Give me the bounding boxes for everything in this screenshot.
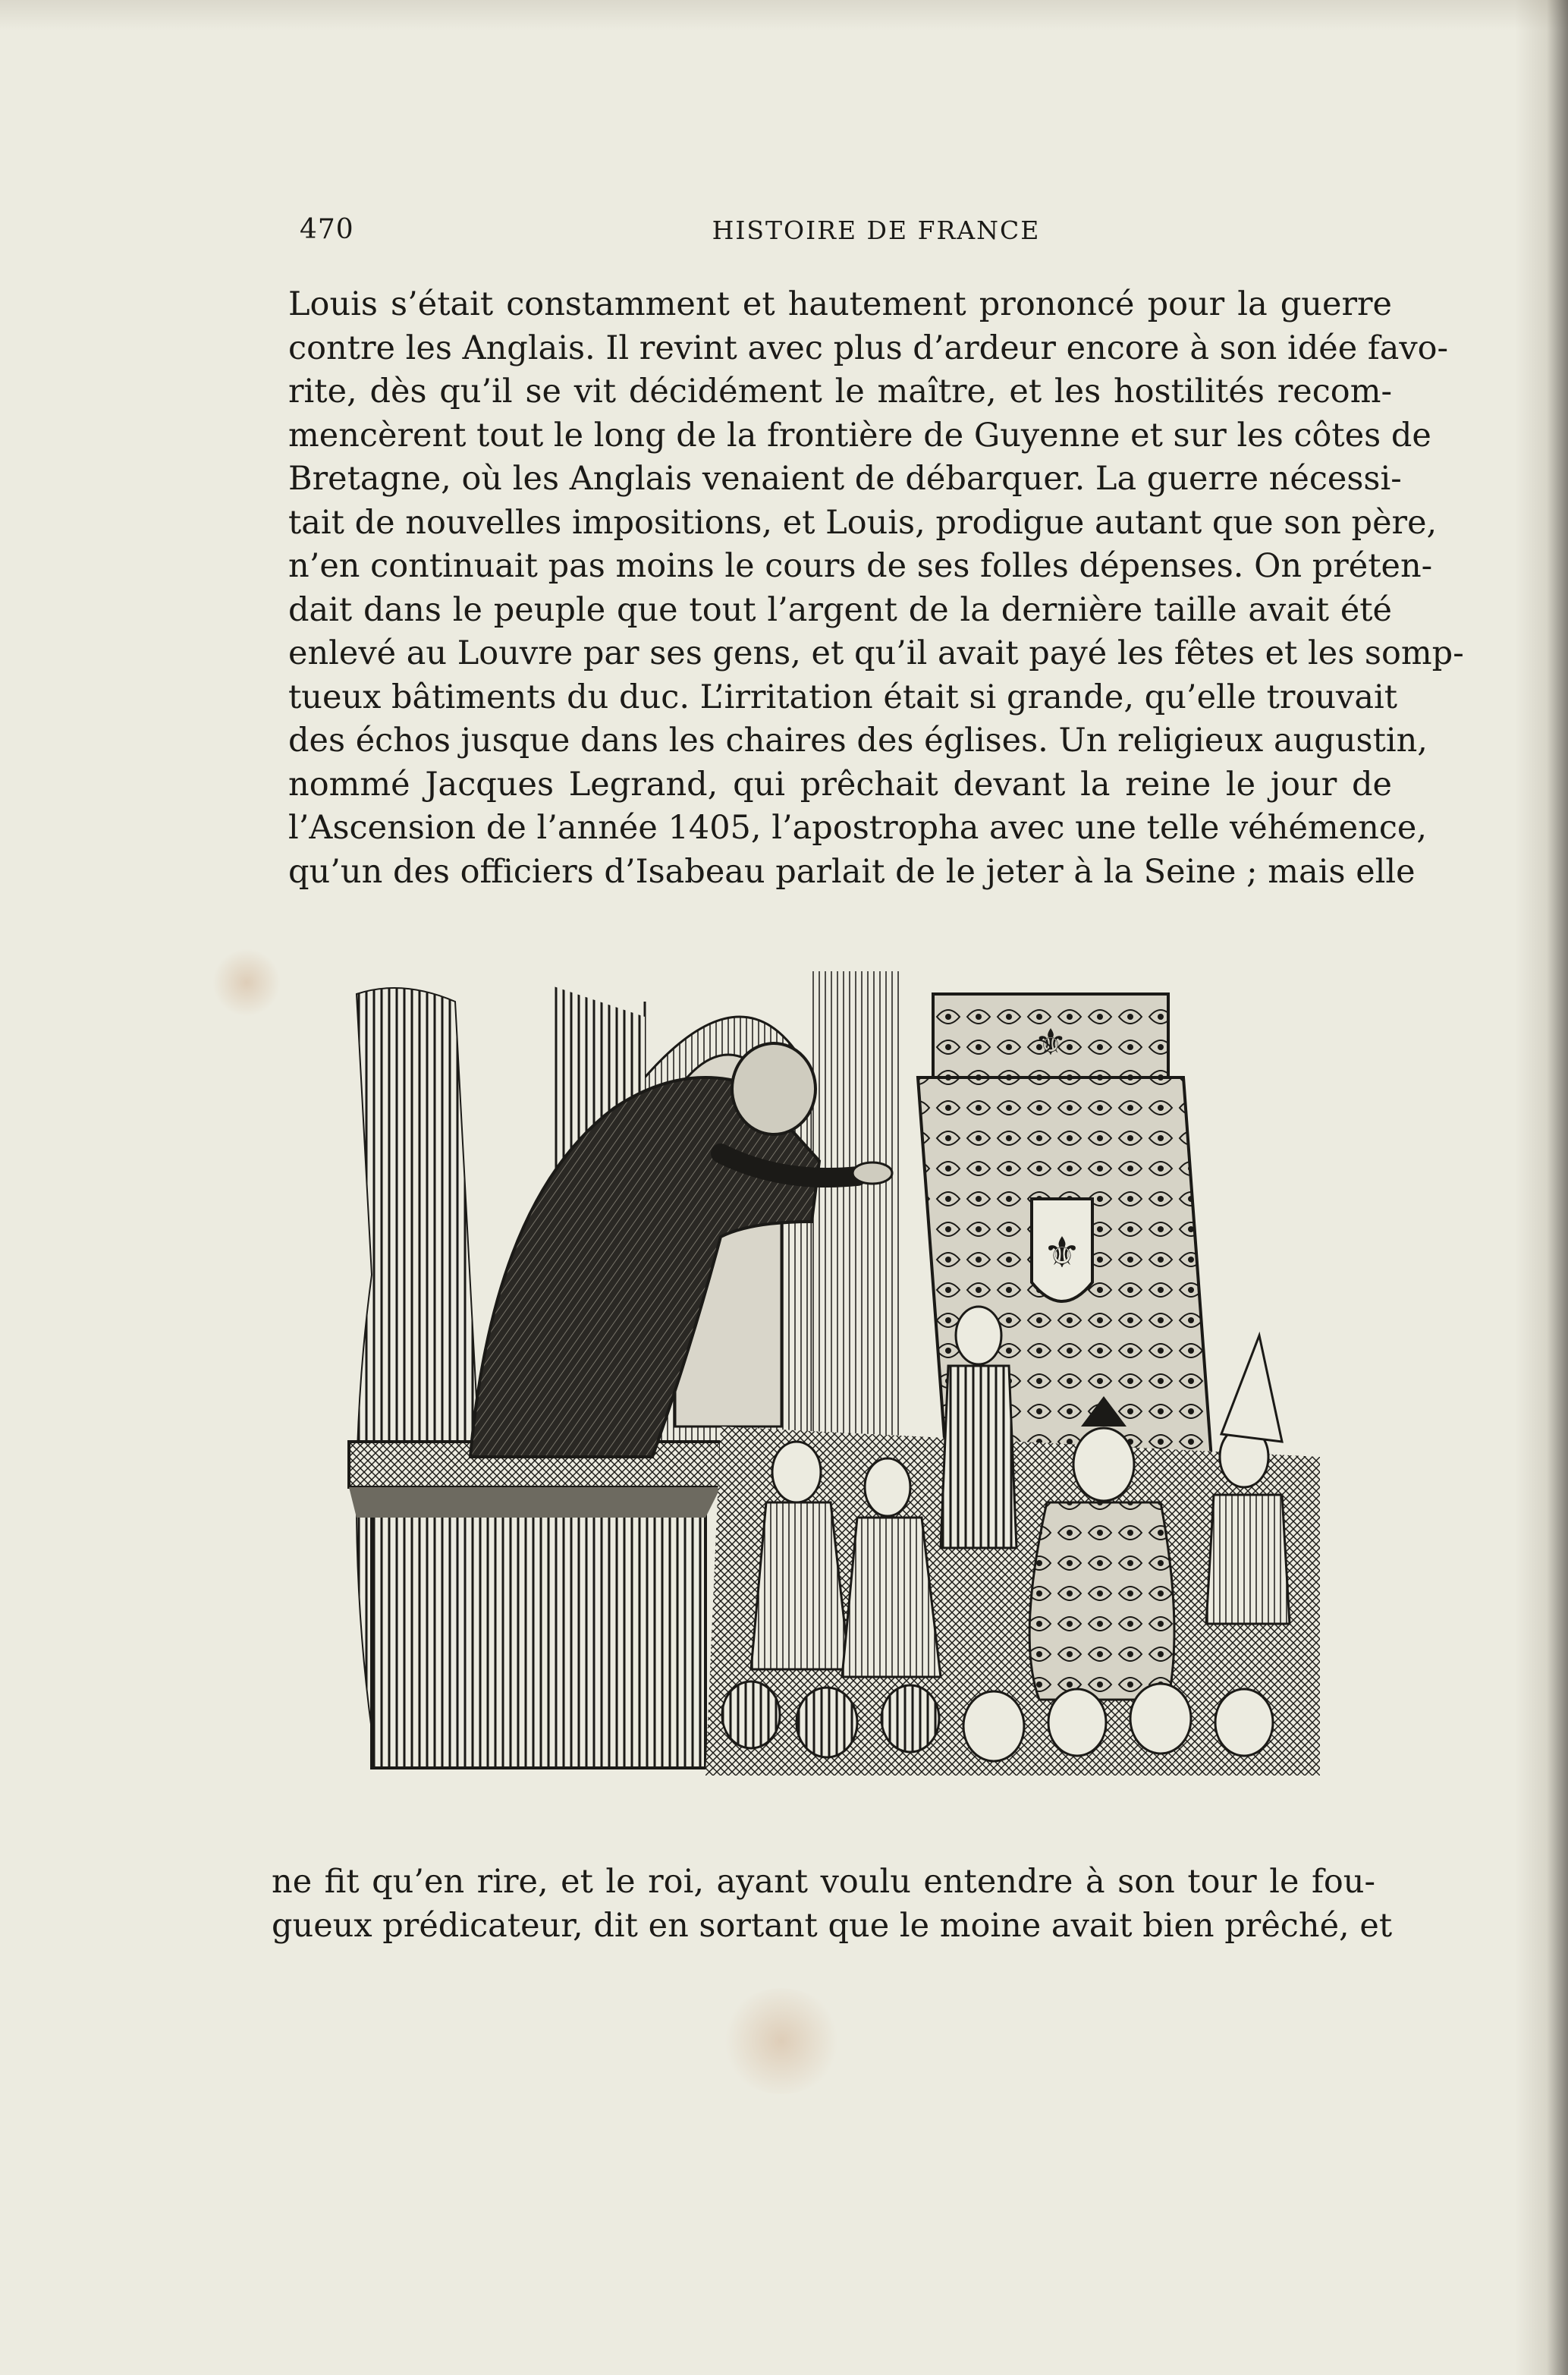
text-line: rite, dès qu’il se vit décidément le maître, et les hostilités recom- [288, 373, 1392, 411]
text-line: ne fit qu’en rire, et le roi, ayant voulu entendre à son tour le fou- [272, 1863, 1375, 1901]
text-line: nommé Jacques Legrand, qui prêchait devant la reine le jour de [288, 765, 1392, 804]
page-shadow-top [0, 0, 1568, 30]
paragraph-after-illustration [272, 1861, 1393, 1948]
page-number: 470 [300, 214, 354, 245]
text-line: l’Ascension de l’année 1405, l’apostropha avec une telle véhémence, [288, 809, 1428, 847]
paper-stain [721, 1988, 842, 2094]
page-header [300, 214, 1392, 252]
text-line: n’en continuait pas moins le cours de ses folles dépenses. On préten- [288, 547, 1433, 585]
text-line: des échos jusque dans les chaires des églises. Un religieux augustin, [288, 722, 1428, 760]
running-title: HISTOIRE DE FRANCE [712, 215, 1041, 245]
engraving-preacher-illustration [326, 971, 1335, 1798]
text-line: gueux prédicateur, dit en sortant que le moine avait bien prêché, et [272, 1906, 1393, 1945]
svg-text:⚜: ⚜ [1042, 1228, 1082, 1278]
svg-text:⚜: ⚜ [1034, 1021, 1067, 1064]
paragraph-before-illustration [288, 283, 1464, 894]
page-shadow-right [1515, 0, 1568, 2375]
text-line: enlevé au Louvre par ses gens, et qu’il avait payé les fêtes et les somp- [288, 634, 1464, 672]
text-line: tait de nouvelles impositions, et Louis, prodigue autant que son père, [288, 503, 1438, 542]
pulpit [349, 1442, 721, 1768]
text-line: contre les Anglais. Il revint avec plus d’ardeur encore à son idée favo- [288, 329, 1449, 367]
text-line: mencèrent tout le long de la frontière de Guyenne et sur les côtes de [288, 416, 1431, 455]
paper-stain [212, 948, 281, 1017]
text-line: Bretagne, où les Anglais venaient de débarquer. La guerre nécessi- [288, 460, 1402, 498]
text-line: qu’un des officiers d’Isabeau parlait de le jeter à la Seine ; mais elle [288, 852, 1416, 891]
text-line: Louis s’était constamment et hautement prononcé pour la guerre [288, 285, 1392, 323]
text-line: tueux bâtiments du duc. L’irritation était si grande, qu’elle trouvait [288, 678, 1398, 716]
text-line: dait dans le peuple que tout l’argent de la dernière taille avait été [288, 590, 1392, 629]
